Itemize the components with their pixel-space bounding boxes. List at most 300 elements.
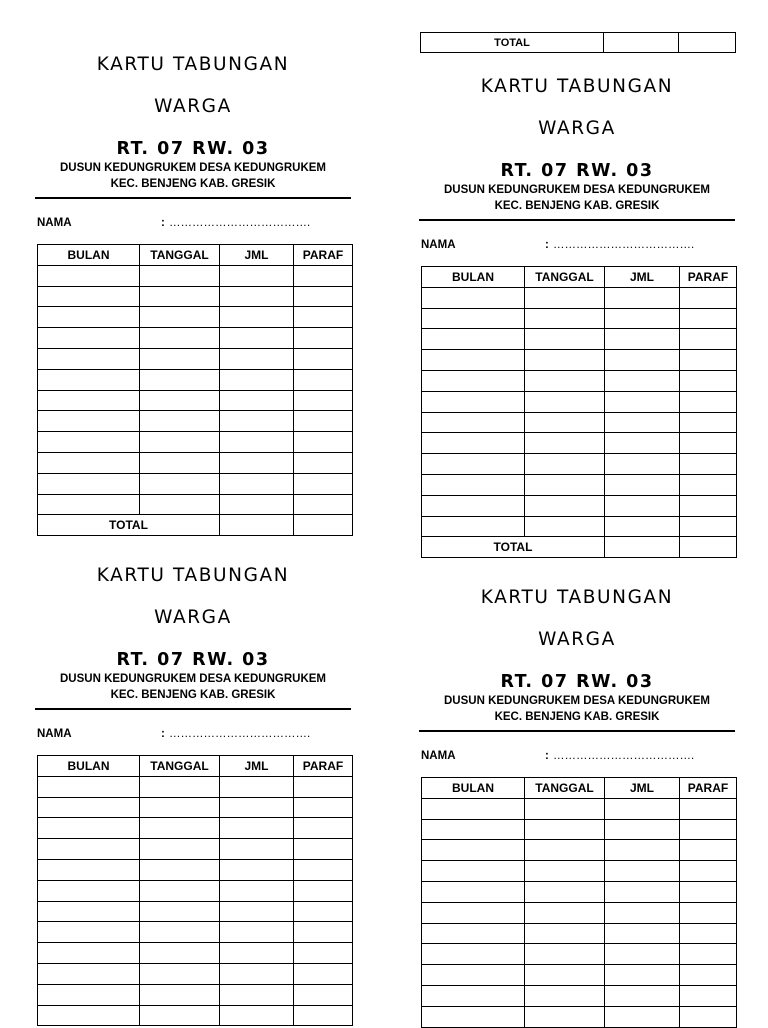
nama-label: NAMA — [421, 750, 456, 762]
tanggal-cell[interactable] — [140, 328, 220, 349]
paraf-cell[interactable] — [680, 902, 737, 923]
bulan-cell[interactable] — [38, 984, 140, 1005]
paraf-cell[interactable] — [294, 776, 353, 797]
bulan-cell[interactable] — [422, 350, 525, 371]
jml-cell[interactable] — [220, 265, 294, 286]
top-total-value — [604, 33, 679, 53]
nama-colon: : — [161, 217, 165, 229]
bulan-cell[interactable] — [422, 391, 525, 412]
tanggal-cell[interactable] — [525, 412, 605, 433]
nama-row — [35, 728, 351, 744]
paraf-cell[interactable] — [680, 433, 737, 454]
jml-cell[interactable] — [220, 452, 294, 473]
jml-cell[interactable] — [605, 819, 680, 840]
col-jml: JML — [220, 756, 294, 777]
jml-cell[interactable] — [605, 965, 680, 986]
tanggal-cell[interactable] — [525, 433, 605, 454]
jml-cell[interactable] — [220, 411, 294, 432]
jml-cell[interactable] — [220, 963, 294, 984]
tanggal-cell[interactable] — [140, 1005, 220, 1026]
jml-cell[interactable] — [605, 350, 680, 371]
table-row — [422, 287, 737, 308]
table-row — [422, 516, 737, 537]
paraf-cell[interactable] — [294, 963, 353, 984]
nama-field[interactable]: ………………………………. — [169, 217, 311, 229]
col-bulan: BULAN — [422, 267, 525, 288]
paraf-cell[interactable] — [294, 286, 353, 307]
table-row — [38, 880, 353, 901]
paraf-cell[interactable] — [680, 350, 737, 371]
paraf-cell[interactable] — [294, 901, 353, 922]
table-row — [422, 881, 737, 902]
jml-cell[interactable] — [605, 308, 680, 329]
col-bulan: BULAN — [422, 778, 525, 799]
table-row — [38, 432, 353, 453]
card-rt-rw: RT. 07 RW. 03 — [500, 672, 654, 692]
paraf-cell[interactable] — [680, 819, 737, 840]
paraf-cell[interactable] — [294, 411, 353, 432]
bulan-cell[interactable] — [38, 286, 140, 307]
paraf-cell[interactable] — [680, 308, 737, 329]
bulan-cell[interactable] — [422, 861, 525, 882]
total-paraf-cell[interactable] — [680, 537, 737, 558]
table-row — [38, 286, 353, 307]
bulan-cell[interactable] — [422, 902, 525, 923]
bulan-cell[interactable] — [38, 880, 140, 901]
bulan-cell[interactable] — [422, 308, 525, 329]
tanggal-cell[interactable] — [525, 819, 605, 840]
table-header-row — [38, 245, 353, 266]
tanggal-cell[interactable] — [140, 411, 220, 432]
table-row — [38, 473, 353, 494]
table-row — [422, 454, 737, 475]
table-row — [38, 984, 353, 1005]
table-row — [38, 1005, 353, 1026]
card-title — [35, 33, 351, 138]
jml-cell[interactable] — [220, 797, 294, 818]
jml-cell[interactable] — [220, 776, 294, 797]
tanggal-cell[interactable] — [525, 881, 605, 902]
tanggal-cell[interactable] — [525, 923, 605, 944]
bulan-cell[interactable] — [422, 412, 525, 433]
jml-cell[interactable] — [220, 880, 294, 901]
bulan-cell[interactable] — [38, 369, 140, 390]
jml-cell[interactable] — [220, 922, 294, 943]
total-row — [422, 537, 737, 558]
col-paraf: PARAF — [680, 267, 737, 288]
col-jml: JML — [220, 245, 294, 266]
table-row — [38, 901, 353, 922]
total-jml-cell[interactable] — [605, 537, 680, 558]
table-row — [422, 433, 737, 454]
jml-cell[interactable] — [220, 432, 294, 453]
bulan-cell[interactable] — [38, 307, 140, 328]
table-row — [422, 923, 737, 944]
card-address-line1: DUSUN KEDUNGRUKEM DESA KEDUNGRUKEM — [444, 695, 710, 707]
bulan-cell[interactable] — [38, 943, 140, 964]
top-total-box — [420, 32, 736, 53]
table-row — [422, 861, 737, 882]
card-title-line1: KARTU TABUNGAN — [96, 54, 290, 75]
card-title-line2: WARGA — [154, 607, 232, 628]
paraf-cell[interactable] — [680, 881, 737, 902]
table-row — [422, 902, 737, 923]
tanggal-cell[interactable] — [140, 776, 220, 797]
tanggal-cell[interactable] — [140, 943, 220, 964]
jml-cell[interactable] — [220, 494, 294, 515]
paraf-cell[interactable] — [294, 880, 353, 901]
table-row — [422, 391, 737, 412]
jml-cell[interactable] — [220, 369, 294, 390]
savings-card-top-right — [419, 55, 735, 558]
paraf-cell[interactable] — [294, 839, 353, 860]
table-row — [422, 965, 737, 986]
bulan-cell[interactable] — [38, 473, 140, 494]
card-title-line2: WARGA — [538, 118, 616, 139]
table-row — [422, 370, 737, 391]
tanggal-cell[interactable] — [140, 432, 220, 453]
tanggal-cell[interactable] — [525, 965, 605, 986]
card-address-line2: KEC. BENJENG KAB. GRESIK — [494, 711, 660, 723]
col-tanggal: TANGGAL — [525, 778, 605, 799]
jml-cell[interactable] — [605, 861, 680, 882]
card-title-line1: KARTU TABUNGAN — [480, 587, 674, 608]
table-header-row — [422, 778, 737, 799]
jml-cell[interactable] — [605, 902, 680, 923]
table-row — [38, 369, 353, 390]
card-title-line2: WARGA — [538, 629, 616, 650]
bulan-cell[interactable] — [38, 922, 140, 943]
tanggal-cell[interactable] — [140, 307, 220, 328]
bulan-cell[interactable] — [38, 859, 140, 880]
table-row — [38, 348, 353, 369]
tanggal-cell[interactable] — [525, 454, 605, 475]
tanggal-cell[interactable] — [525, 350, 605, 371]
paraf-cell[interactable] — [294, 984, 353, 1005]
bulan-cell[interactable] — [38, 839, 140, 860]
paraf-cell[interactable] — [294, 390, 353, 411]
tanggal-cell[interactable] — [525, 391, 605, 412]
total-paraf-cell[interactable] — [294, 515, 353, 536]
paraf-cell[interactable] — [680, 412, 737, 433]
header-divider — [419, 730, 735, 732]
jml-cell[interactable] — [220, 818, 294, 839]
tanggal-cell[interactable] — [525, 370, 605, 391]
card-address-line2: KEC. BENJENG KAB. GRESIK — [110, 689, 276, 701]
table-header-row — [38, 756, 353, 777]
tanggal-cell[interactable] — [525, 840, 605, 861]
col-bulan: BULAN — [38, 756, 140, 777]
paraf-cell[interactable] — [294, 432, 353, 453]
jml-cell[interactable] — [220, 859, 294, 880]
savings-card-top-left — [35, 33, 351, 536]
header-divider — [35, 708, 351, 710]
bulan-cell[interactable] — [38, 348, 140, 369]
paraf-cell[interactable] — [680, 495, 737, 516]
total-label: TOTAL — [38, 515, 220, 536]
bulan-cell[interactable] — [38, 818, 140, 839]
paraf-cell[interactable] — [680, 944, 737, 965]
tanggal-cell[interactable] — [525, 287, 605, 308]
bulan-cell[interactable] — [38, 1005, 140, 1026]
bulan-cell[interactable] — [422, 819, 525, 840]
jml-cell[interactable] — [220, 307, 294, 328]
paraf-cell[interactable] — [680, 329, 737, 350]
paraf-cell[interactable] — [294, 1005, 353, 1026]
paraf-cell[interactable] — [294, 328, 353, 349]
tanggal-cell[interactable] — [140, 901, 220, 922]
table-row — [38, 963, 353, 984]
tanggal-cell[interactable] — [525, 474, 605, 495]
tanggal-cell[interactable] — [140, 818, 220, 839]
col-tanggal: TANGGAL — [140, 756, 220, 777]
tanggal-cell[interactable] — [140, 859, 220, 880]
card-rt-rw: RT. 07 RW. 03 — [116, 139, 270, 159]
jml-cell[interactable] — [220, 390, 294, 411]
jml-cell[interactable] — [605, 287, 680, 308]
tanggal-cell[interactable] — [140, 984, 220, 1005]
table-row — [38, 943, 353, 964]
card-title-line1: KARTU TABUNGAN — [480, 76, 674, 97]
tanggal-cell[interactable] — [525, 902, 605, 923]
table-row — [422, 350, 737, 371]
bulan-cell[interactable] — [38, 452, 140, 473]
paraf-cell[interactable] — [294, 797, 353, 818]
table-row — [38, 307, 353, 328]
jml-cell[interactable] — [220, 473, 294, 494]
paraf-cell[interactable] — [680, 861, 737, 882]
card-address-line1: DUSUN KEDUNGRUKEM DESA KEDUNGRUKEM — [60, 162, 326, 174]
paraf-cell[interactable] — [294, 265, 353, 286]
top-total-label: TOTAL — [421, 33, 604, 53]
bulan-cell[interactable] — [422, 798, 525, 819]
bulan-cell[interactable] — [422, 944, 525, 965]
tanggal-cell[interactable] — [140, 963, 220, 984]
table-row — [38, 411, 353, 432]
bulan-cell[interactable] — [38, 901, 140, 922]
paraf-cell[interactable] — [294, 494, 353, 515]
jml-cell[interactable] — [605, 495, 680, 516]
card-title-line1: KARTU TABUNGAN — [96, 565, 290, 586]
table-row — [422, 329, 737, 350]
tanggal-cell[interactable] — [140, 452, 220, 473]
bulan-cell[interactable] — [38, 411, 140, 432]
bulan-cell[interactable] — [422, 329, 525, 350]
card-address-line2: KEC. BENJENG KAB. GRESIK — [494, 200, 660, 212]
col-paraf: PARAF — [294, 756, 353, 777]
card-title — [419, 55, 735, 160]
tanggal-cell[interactable] — [525, 329, 605, 350]
tanggal-cell[interactable] — [525, 308, 605, 329]
paraf-cell[interactable] — [294, 348, 353, 369]
jml-cell[interactable] — [605, 454, 680, 475]
jml-cell[interactable] — [220, 984, 294, 1005]
paraf-cell[interactable] — [294, 943, 353, 964]
paraf-cell[interactable] — [294, 818, 353, 839]
table-row — [38, 839, 353, 860]
jml-cell[interactable] — [220, 943, 294, 964]
table-row — [38, 452, 353, 473]
nama-label: NAMA — [37, 217, 72, 229]
paraf-cell[interactable] — [680, 287, 737, 308]
bulan-cell[interactable] — [422, 495, 525, 516]
bulan-cell[interactable] — [422, 985, 525, 1006]
jml-cell[interactable] — [605, 391, 680, 412]
paraf-cell[interactable] — [680, 840, 737, 861]
table-row — [38, 859, 353, 880]
bulan-cell[interactable] — [422, 454, 525, 475]
tanggal-cell[interactable] — [140, 369, 220, 390]
bulan-cell[interactable] — [38, 328, 140, 349]
nama-label: NAMA — [421, 239, 456, 251]
bulan-cell[interactable] — [422, 965, 525, 986]
nama-field[interactable]: ………………………………. — [553, 239, 695, 251]
paraf-cell[interactable] — [680, 474, 737, 495]
paraf-cell[interactable] — [680, 516, 737, 537]
jml-cell[interactable] — [605, 985, 680, 1006]
jml-cell[interactable] — [220, 286, 294, 307]
table-row — [38, 797, 353, 818]
tanggal-cell[interactable] — [140, 839, 220, 860]
tanggal-cell[interactable] — [140, 348, 220, 369]
table-row — [38, 265, 353, 286]
total-label: TOTAL — [422, 537, 605, 558]
paraf-cell[interactable] — [680, 923, 737, 944]
savings-table — [37, 755, 353, 1026]
table-row — [422, 819, 737, 840]
table-row — [38, 922, 353, 943]
tanggal-cell[interactable] — [140, 494, 220, 515]
total-row — [38, 515, 353, 536]
bulan-cell[interactable] — [422, 840, 525, 861]
table-row — [422, 495, 737, 516]
top-total-extra — [679, 33, 736, 53]
savings-table — [421, 266, 737, 558]
table-row — [422, 840, 737, 861]
tanggal-cell[interactable] — [140, 473, 220, 494]
tanggal-cell[interactable] — [140, 880, 220, 901]
jml-cell[interactable] — [605, 474, 680, 495]
card-address-line1: DUSUN KEDUNGRUKEM DESA KEDUNGRUKEM — [444, 184, 710, 196]
card-address-line1: DUSUN KEDUNGRUKEM DESA KEDUNGRUKEM — [60, 673, 326, 685]
jml-cell[interactable] — [605, 329, 680, 350]
table-row — [38, 328, 353, 349]
paraf-cell[interactable] — [294, 307, 353, 328]
savings-card-bottom-left — [35, 544, 351, 1026]
paraf-cell[interactable] — [294, 452, 353, 473]
jml-cell[interactable] — [220, 1005, 294, 1026]
tanggal-cell[interactable] — [525, 798, 605, 819]
tanggal-cell[interactable] — [525, 516, 605, 537]
table-row — [422, 798, 737, 819]
tanggal-cell[interactable] — [525, 985, 605, 1006]
jml-cell[interactable] — [605, 944, 680, 965]
tanggal-cell[interactable] — [140, 286, 220, 307]
tanggal-cell[interactable] — [140, 797, 220, 818]
bulan-cell[interactable] — [422, 433, 525, 454]
nama-row — [419, 239, 735, 255]
table-row — [422, 308, 737, 329]
bulan-cell[interactable] — [422, 287, 525, 308]
jml-cell[interactable] — [220, 328, 294, 349]
bulan-cell[interactable] — [38, 494, 140, 515]
nama-row — [419, 750, 735, 766]
jml-cell[interactable] — [605, 433, 680, 454]
paraf-cell[interactable] — [680, 965, 737, 986]
col-paraf: PARAF — [680, 778, 737, 799]
paraf-cell[interactable] — [294, 473, 353, 494]
paraf-cell[interactable] — [294, 922, 353, 943]
paraf-cell[interactable] — [680, 798, 737, 819]
jml-cell[interactable] — [605, 412, 680, 433]
jml-cell[interactable] — [605, 840, 680, 861]
col-jml: JML — [605, 267, 680, 288]
bulan-cell[interactable] — [422, 474, 525, 495]
jml-cell[interactable] — [220, 901, 294, 922]
bulan-cell[interactable] — [422, 370, 525, 391]
nama-row — [35, 217, 351, 233]
jml-cell[interactable] — [605, 923, 680, 944]
paraf-cell[interactable] — [294, 859, 353, 880]
col-tanggal: TANGGAL — [525, 267, 605, 288]
tanggal-cell[interactable] — [140, 265, 220, 286]
paraf-cell[interactable] — [680, 370, 737, 391]
nama-label: NAMA — [37, 728, 72, 740]
card-rt-rw: RT. 07 RW. 03 — [116, 650, 270, 670]
bulan-cell[interactable] — [38, 797, 140, 818]
paraf-cell[interactable] — [680, 454, 737, 475]
jml-cell[interactable] — [220, 348, 294, 369]
header-divider — [419, 219, 735, 221]
table-row — [422, 412, 737, 433]
paraf-cell[interactable] — [680, 985, 737, 1006]
col-paraf: PARAF — [294, 245, 353, 266]
tanggal-cell[interactable] — [525, 861, 605, 882]
table-row — [38, 494, 353, 515]
bulan-cell[interactable] — [422, 516, 525, 537]
nama-field[interactable]: ………………………………. — [169, 728, 311, 740]
jml-cell[interactable] — [605, 881, 680, 902]
card-rt-rw: RT. 07 RW. 03 — [500, 161, 654, 181]
bulan-cell[interactable] — [38, 265, 140, 286]
tanggal-cell[interactable] — [140, 922, 220, 943]
col-bulan: BULAN — [38, 245, 140, 266]
total-jml-cell[interactable] — [220, 515, 294, 536]
paraf-cell[interactable] — [294, 369, 353, 390]
tanggal-cell[interactable] — [525, 944, 605, 965]
paraf-cell[interactable] — [680, 391, 737, 412]
bulan-cell[interactable] — [422, 923, 525, 944]
tanggal-cell[interactable] — [140, 390, 220, 411]
table-row — [422, 985, 737, 1006]
jml-cell[interactable] — [605, 516, 680, 537]
table-row — [38, 390, 353, 411]
nama-colon: : — [161, 728, 165, 740]
jml-cell[interactable] — [605, 798, 680, 819]
bulan-cell[interactable] — [422, 881, 525, 902]
bulan-cell[interactable] — [38, 390, 140, 411]
bulan-cell[interactable] — [38, 432, 140, 453]
nama-field[interactable]: ………………………………. — [553, 750, 695, 762]
tanggal-cell[interactable] — [525, 495, 605, 516]
table-row — [422, 944, 737, 965]
bulan-cell[interactable] — [38, 963, 140, 984]
card-address-line2: KEC. BENJENG KAB. GRESIK — [110, 178, 276, 190]
jml-cell[interactable] — [605, 370, 680, 391]
jml-cell[interactable] — [220, 839, 294, 860]
card-title — [419, 566, 735, 671]
bulan-cell[interactable] — [38, 776, 140, 797]
